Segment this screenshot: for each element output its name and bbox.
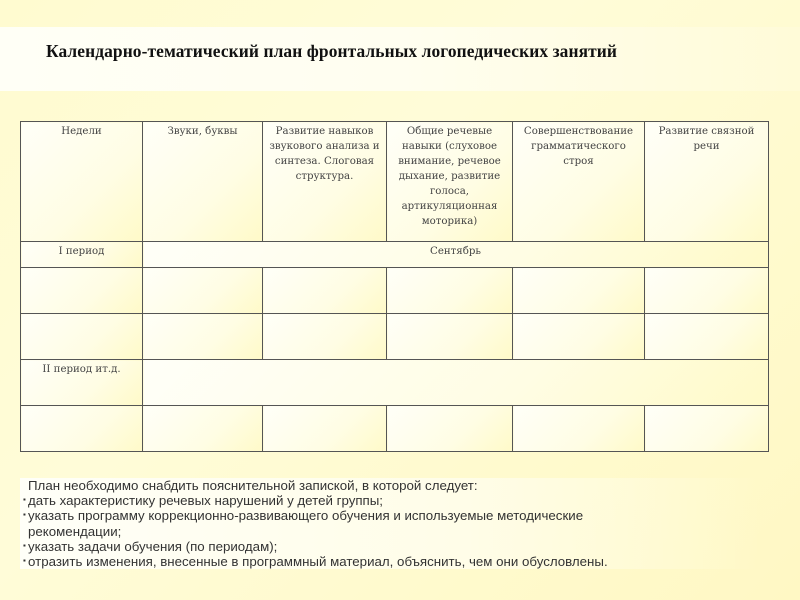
period-2-content xyxy=(143,360,769,406)
table-cell xyxy=(645,268,769,314)
table-cell xyxy=(513,268,645,314)
notes-item-text: отразить изменения, внесенные в программный материал, объяснить, чем они обусловлены. xyxy=(28,554,608,570)
table-cell xyxy=(263,314,387,360)
notes-item-text: дать характеристику речевых нарушений у детей группы; xyxy=(28,493,383,509)
period-row xyxy=(21,360,769,406)
bullet-icon: ▪ xyxy=(23,556,26,566)
notes-item-continuation: рекомендации; xyxy=(28,523,122,539)
table-cell xyxy=(387,314,513,360)
bullet-icon: ▪ xyxy=(23,495,26,505)
table-row xyxy=(21,314,769,360)
header-sounds-letters: Звуки, буквы xyxy=(143,122,263,242)
table-cell xyxy=(645,406,769,452)
table-cell xyxy=(21,406,143,452)
table-cell xyxy=(21,268,143,314)
page-title: Календарно-тематический план фронтальных логопедических занятий xyxy=(46,41,617,61)
table-row xyxy=(21,268,769,314)
notes-item-text: указать программу коррекционно-развивающего обучения и используемые методические xyxy=(28,508,584,524)
table-cell xyxy=(645,314,769,360)
notes-item xyxy=(20,508,760,523)
table-cell xyxy=(143,406,263,452)
bullet-icon: ▪ xyxy=(23,540,26,550)
header-speech-skills: Общие речевые навыки (слуховое внимание, речевое дыхание, развитие голоса, артикуляционная моторика) xyxy=(387,122,513,242)
notes-item-text: указать задачи обучения (по периодам); xyxy=(28,538,278,554)
period-1-label: I период xyxy=(21,242,143,268)
bullet-icon: ▪ xyxy=(23,510,26,520)
header-row xyxy=(21,122,769,242)
table-cell xyxy=(263,406,387,452)
header-sound-analysis: Развитие навыков звукового анализа и синтеза. Слоговая структура. xyxy=(263,122,387,242)
period-2-label: II период ит.д. xyxy=(21,360,143,406)
table-row xyxy=(21,406,769,452)
notes-item xyxy=(20,539,760,554)
table-cell xyxy=(387,406,513,452)
table-cell xyxy=(513,406,645,452)
table-cell xyxy=(263,268,387,314)
notes-intro: План необходимо снабдить пояснительной запиской, в которой следует: xyxy=(28,478,478,493)
notes-item xyxy=(20,493,760,508)
table-cell xyxy=(387,268,513,314)
table-cell xyxy=(513,314,645,360)
notes-item xyxy=(20,554,760,569)
plan-table xyxy=(20,121,769,452)
table-cell xyxy=(21,314,143,360)
header-connected-speech: Развитие связной речи xyxy=(645,122,769,242)
table-cell xyxy=(143,268,263,314)
header-weeks: Недели xyxy=(21,122,143,242)
period-1-month: Сентябрь xyxy=(143,242,769,268)
header-grammar: Совершенствование грамматического строя xyxy=(513,122,645,242)
period-row xyxy=(21,242,769,268)
table-cell xyxy=(143,314,263,360)
explanatory-notes xyxy=(20,478,760,569)
